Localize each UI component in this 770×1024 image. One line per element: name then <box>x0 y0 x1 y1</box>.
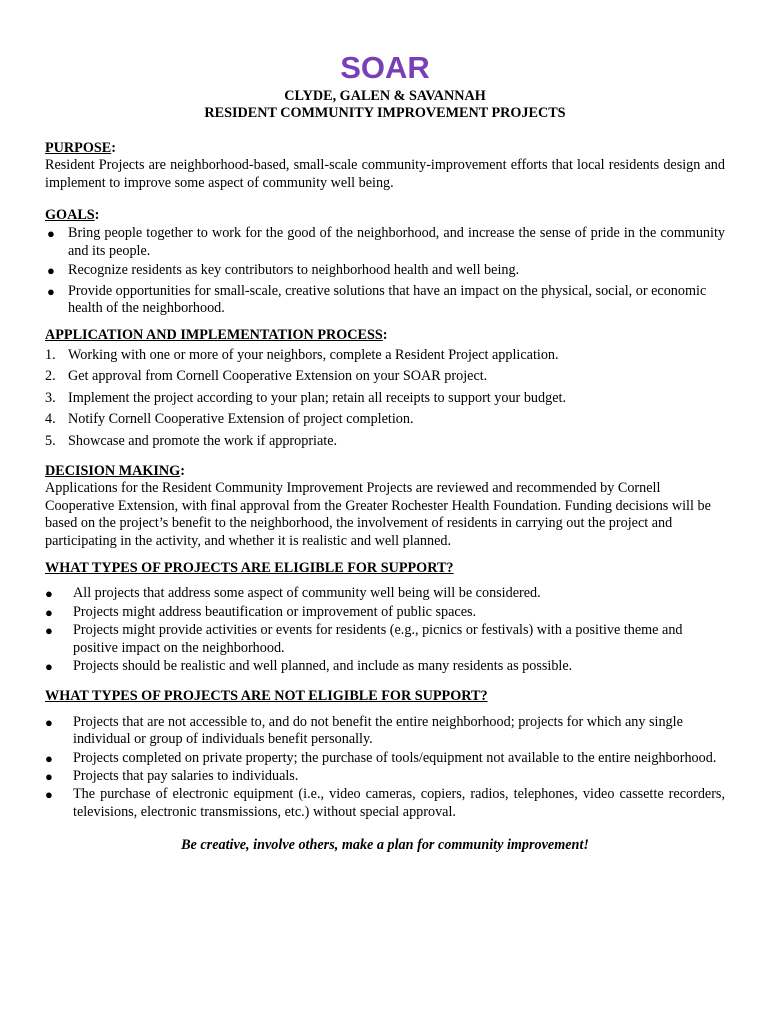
list-item: ● The purchase of electronic equipment (i.e., video cameras, copiers, radios, telephones, video cassette recorders, televisions, electronic transmissions, etc.) without special approval. <box>45 786 725 820</box>
process-heading: APPLICATION AND IMPLEMENTATION PROCESS: <box>45 327 388 344</box>
list-item: ● Bring people together to work for the good of the neighborhood, and increase the sense of pride in the community and its people. <box>47 225 725 259</box>
list-item: 3. Implement the project according to your plan; retain all receipts to support your budget. <box>45 389 566 406</box>
process-list <box>45 347 725 450</box>
not-eligible-heading: WHAT TYPES OF PROJECTS ARE NOT ELIGIBLE FOR SUPPORT? <box>45 688 488 705</box>
soar-logo: SOAR <box>340 50 430 85</box>
list-item: ● Projects that are not accessible to, and do not benefit the entire neighborhood; projects for which any single individual or group of individuals benefit personally. <box>45 713 683 748</box>
goals-heading: GOALS: <box>45 207 100 224</box>
eligible-list <box>45 585 725 675</box>
list-item: ● Recognize residents as key contributors to neighborhood health and well being. <box>47 262 520 279</box>
list-item: ● Projects that pay salaries to individuals. <box>45 768 299 784</box>
list-item: ● Provide opportunities for small-scale, creative solutions that have an impact on the physical, social, or economic health of the neighborhood. <box>47 282 707 317</box>
eligible-heading: WHAT TYPES OF PROJECTS ARE ELIGIBLE FOR SUPPORT? <box>45 559 454 576</box>
list-item: ● Projects might provide activities or events for residents (e.g., picnics or festivals) with a positive theme and positive impact on the neighborhood. <box>45 622 683 656</box>
list-item: ● Projects might address beautification or improvement of public spaces. <box>45 603 477 620</box>
purpose-heading: PURPOSE: <box>45 139 116 156</box>
list-item: ● All projects that address some aspect of community well being will be considered. <box>45 585 541 602</box>
list-item: 1. Working with one or more of your neighbors, complete a Resident Project application. <box>45 346 559 363</box>
decision-heading: DECISION MAKING: <box>45 462 185 479</box>
subtitle-line-2: RESIDENT COMMUNITY IMPROVEMENT PROJECTS <box>204 105 566 122</box>
decision-text: Applications for the Resident Community Improvement Projects are reviewed and recommended by Cornell Cooperative Extension, with final approval from the Greater Rochester Health Foundation. Funding decisions will be based on the project’s benefit to the neighborhood, the involvement of residents in carrying out the project and participating in the activity, and whether it is realistic and well planned. <box>45 480 711 549</box>
list-item: ● Projects should be realistic and well planned, and include as many residents as possible. <box>45 657 573 674</box>
not-eligible-list <box>45 714 725 821</box>
subtitle-line-1: CLYDE, GALEN & SAVANNAH <box>284 88 486 104</box>
list-item: ● Projects completed on private property; the purchase of tools/equipment not available to the entire neighborhood. <box>45 749 717 766</box>
purpose-text: Resident Projects are neighborhood-based, small-scale community-improvement efforts that local residents design and implement to improve some aspect of community well being. <box>45 157 725 191</box>
goals-list <box>45 225 725 317</box>
list-item: 5. Showcase and promote the work if appropriate. <box>45 432 338 449</box>
list-item: 2. Get approval from Cornell Cooperative Extension on your SOAR project. <box>45 368 488 385</box>
tagline: Be creative, involve others, make a plan for community improvement! <box>181 837 589 854</box>
list-item: 4. Notify Cornell Cooperative Extension of project completion. <box>45 411 414 428</box>
document-page <box>45 50 725 855</box>
